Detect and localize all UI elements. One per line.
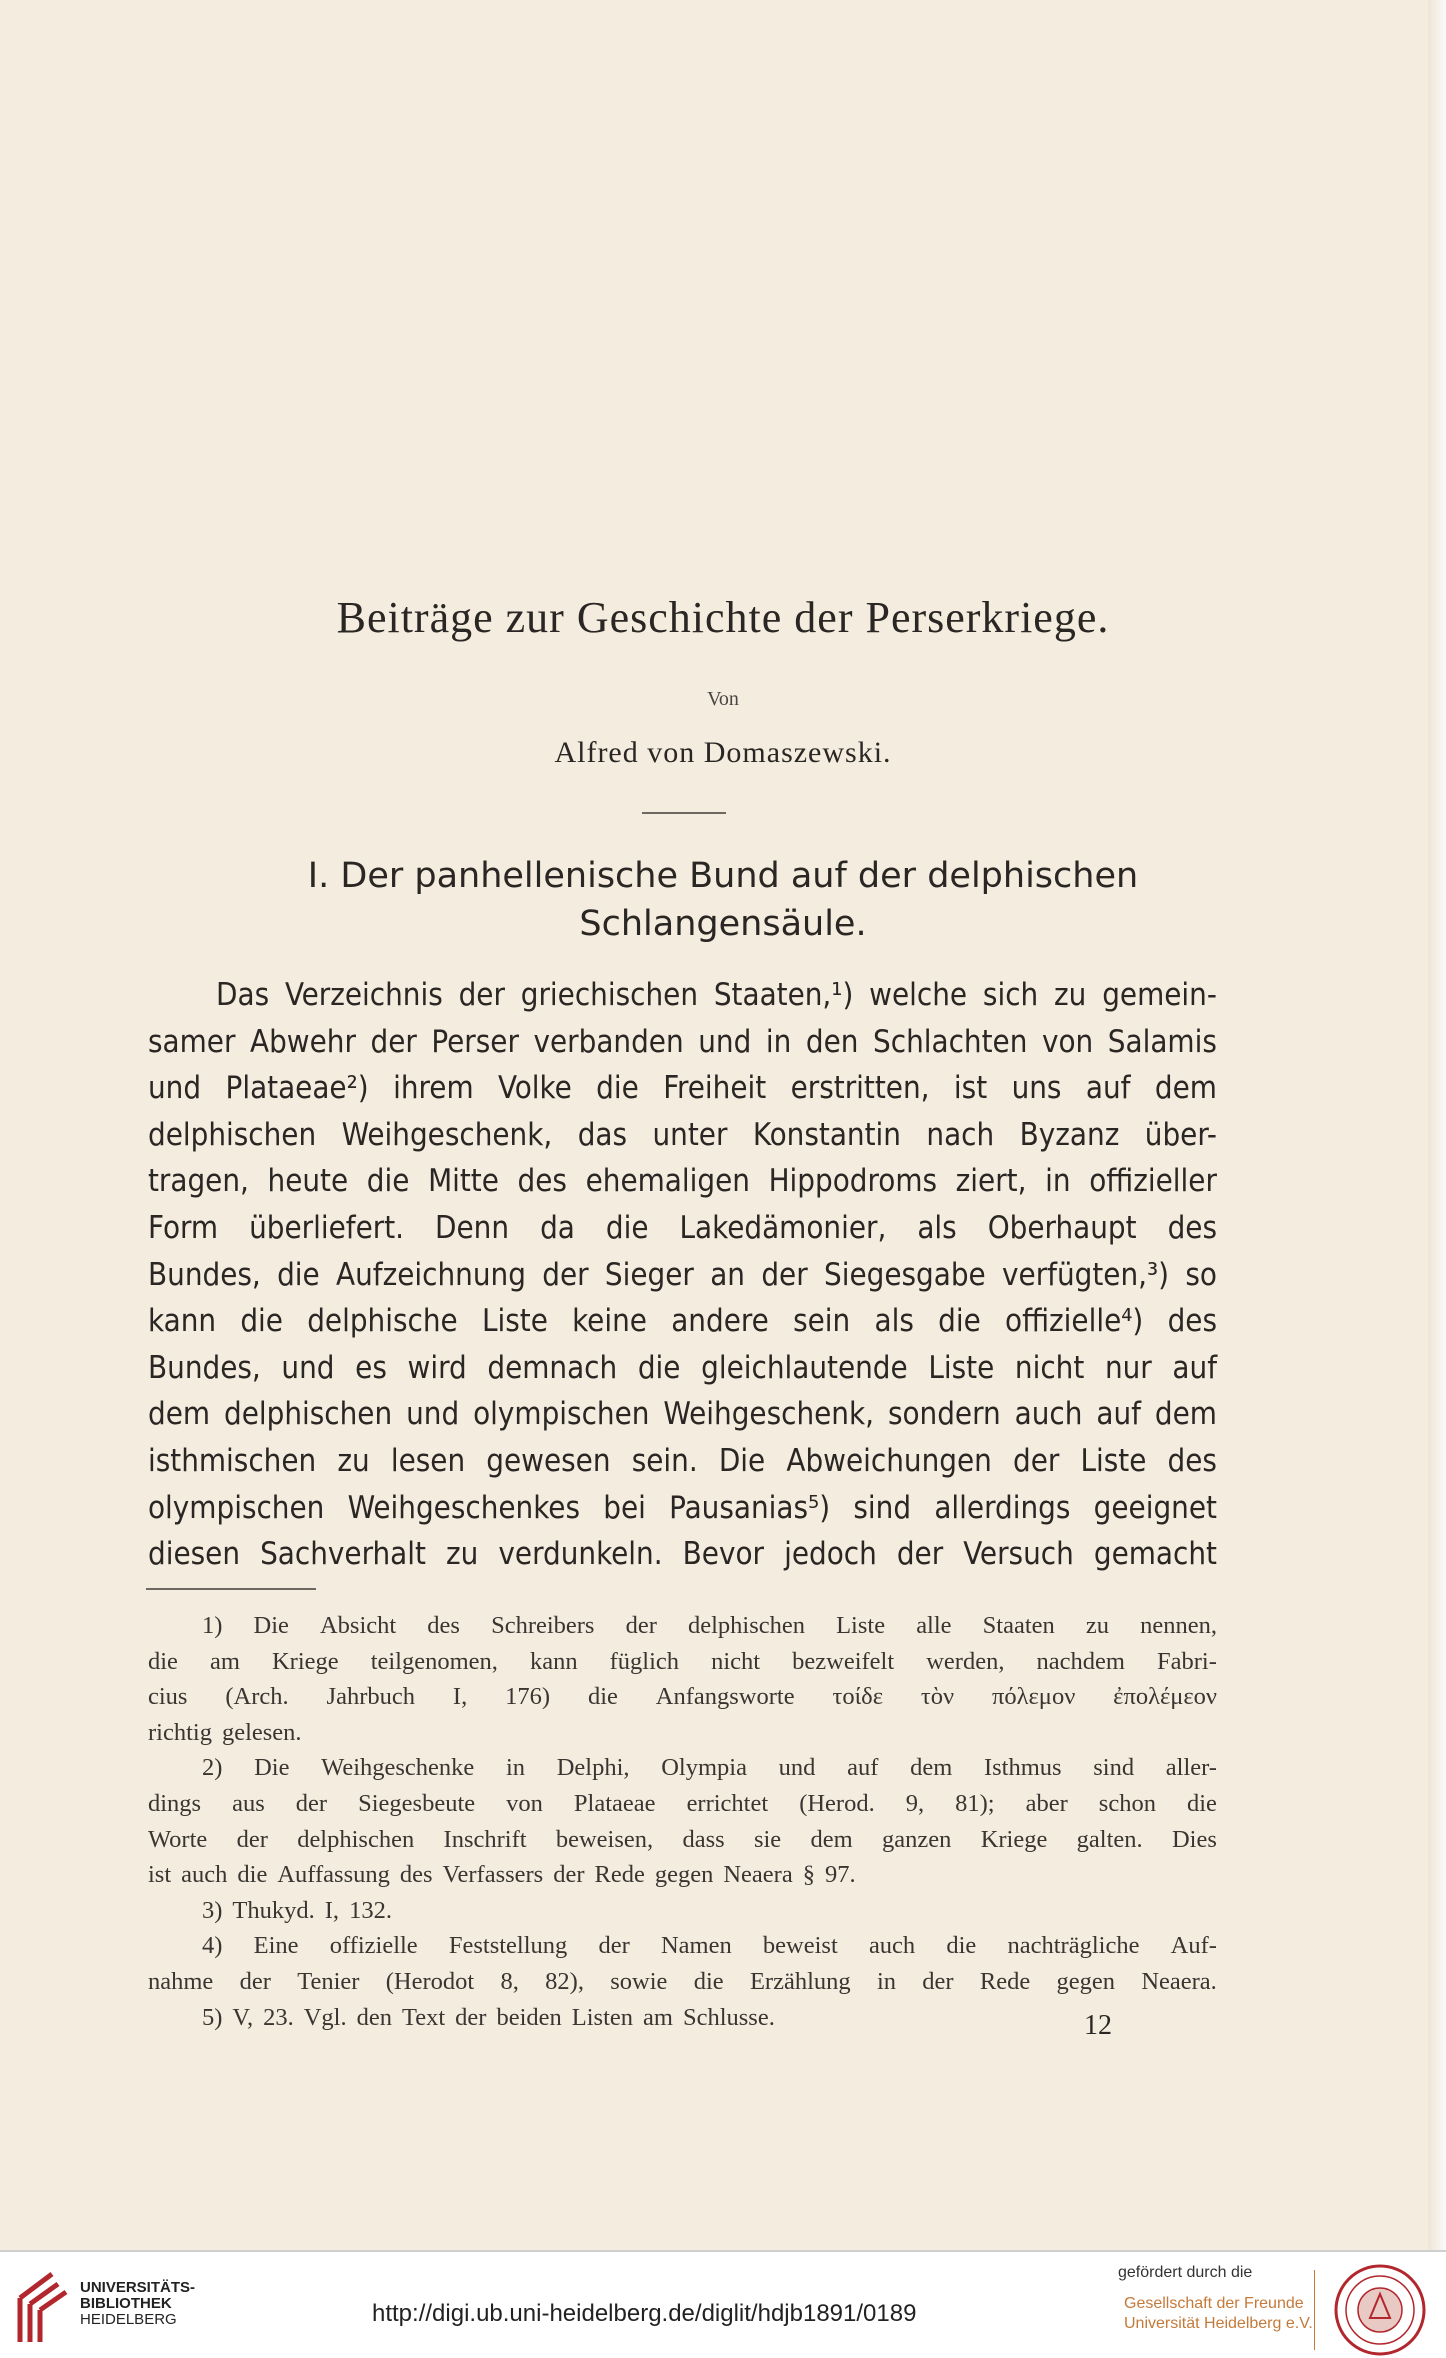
footer-rule [0,2250,1446,2252]
body-text-line: Das Verzeichnis der griechischen Staaten,¹) welche sich zu gemein- [216,977,1217,1013]
section-heading-line-2: Schlangensäule. [579,904,867,944]
footnote-line: ist auch die Auffassung des Verfassers der Rede gegen Neaera § 97. [148,1861,856,1889]
footnote-line: 3) Thukyd. I, 132. [202,1896,392,1924]
body-text-line: und Plataeae²) ihrem Volke die Freiheit erstritten, ist uns auf dem [148,1070,1217,1107]
viewer-footer [0,2250,1446,2358]
author-name: Alfred von Domaszewski. [554,736,892,769]
body-text-line: Form überliefert. Denn da die Lakedämonier, als Oberhaupt des [148,1209,1217,1246]
body-text-line: olympischen Weihgeschenkes bei Pausanias⁵) sind allerdings geeignet [148,1489,1217,1526]
sponsor-divider [1314,2270,1315,2350]
body-text-line: Bundes, und es wird demnach die gleichlautende Liste nicht nur auf [148,1349,1217,1386]
library-name-line-2: BIBLIOTHEK [80,2295,172,2312]
title-separator [642,812,726,814]
section-heading-line-1: I. Der panhellenische Bund auf der delphischen [307,856,1139,896]
ub-heidelberg-logo-icon[interactable] [14,2268,72,2348]
body-text-line: diesen Sachverhalt zu verdunkeln. Bevor jedoch der Versuch gemacht [148,1536,1217,1573]
footnote-line: die am Kriege teilgenomen, kann füglich nicht bezweifelt werden, nachdem Fabri- [148,1647,1217,1675]
footnote-line: 4) Eine offizielle Feststellung der Namen beweist auch die nachträgliche Auf- [202,1932,1217,1960]
footnote-line: cius (Arch. Jahrbuch I, 176) die Anfangsworte τοίδε τὸν πόλεμον ἐπολέμεον [148,1683,1217,1711]
footnote-line: richtig gelesen. [148,1718,302,1746]
body-text-line: delphischen Weihgeschenk, das unter Konstantin nach Byzanz über- [148,1116,1217,1153]
footnote-line: 1) Die Absicht des Schreibers der delphischen Liste alle Staaten zu nennen, [202,1612,1217,1639]
footnotes [148,1608,1217,2035]
body-text-line: dem delphischen und olympischen Weihgeschenk, sondern auch auf dem [148,1396,1217,1433]
sponsor-label: gefördert durch die [1118,2264,1253,2281]
body-text [148,972,1217,1578]
body-text-line: samer Abwehr der Perser verbanden und in den Schlachten von Salamis [148,1023,1217,1060]
byline-von: Von [707,688,739,710]
footnote-separator [146,1588,316,1590]
body-text-line: kann die delphische Liste keine andere sein als die offizielle⁴) des [148,1303,1217,1340]
page-number: 12 [1084,2010,1112,2041]
section-heading [200,852,1246,948]
sponsor-seal-icon [1332,2262,1428,2358]
library-name-line-1: UNIVERSITÄTS- [80,2279,196,2296]
sponsor-name[interactable] [1124,2294,1313,2334]
body-text-line: Bundes, die Aufzeichnung der Sieger an der Siegesgabe verfügten,³) so [148,1256,1217,1293]
footnote-line: 5) V, 23. Vgl. den Text der beiden Listen am Schlusse. [202,2003,775,2031]
library-name [80,2280,195,2328]
sponsor-name-line-2: Universität Heidelberg e.V. [1124,2315,1313,2332]
footnote-line: dings aus der Siegesbeute von Plataeae errichtet (Herod. 9, 81); aber schon die [148,1789,1217,1817]
body-text-line: tragen, heute die Mitte des ehemaligen Hippodroms ziert, in offizieller [148,1163,1217,1200]
page-edge [1428,0,1446,2250]
footnote-line: 2) Die Weihgeschenke in Delphi, Olympia und auf dem Isthmus sind aller- [202,1754,1217,1782]
footnote-line: Worte der delphischen Inschrift beweisen, dass sie dem ganzen Kriege galten. Dies [148,1825,1217,1853]
article-title: Beiträge zur Geschichte der Perserkriege. [336,593,1110,642]
body-text-line: isthmischen zu lesen gewesen sein. Die Abweichungen der Liste des [148,1442,1217,1479]
sponsor-name-line-1: Gesellschaft der Freunde [1124,2295,1304,2312]
library-name-line-3: HEIDELBERG [80,2311,177,2328]
permalink-url[interactable]: http://digi.ub.uni-heidelberg.de/diglit/hdjb1891/0189 [372,2300,917,2327]
footnote-line: nahme der Tenier (Herodot 8, 82), sowie die Erzählung in der Rede gegen Neaera. [148,1967,1217,1995]
